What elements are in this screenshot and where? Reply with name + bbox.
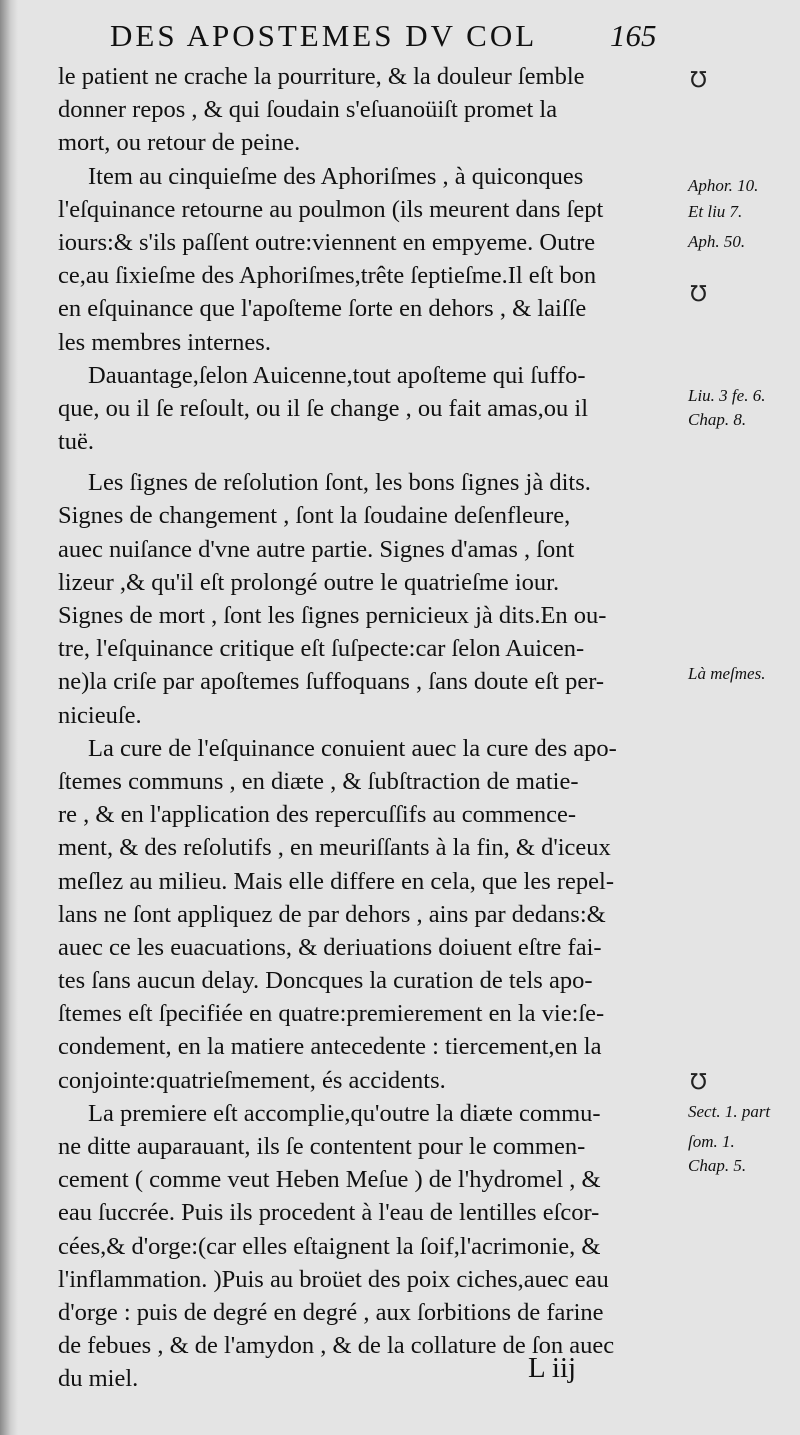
margin-note-liu: Et liu 7.	[688, 202, 743, 221]
text-line: les membres internes.	[58, 328, 271, 356]
signature-mark: L iij	[528, 1352, 577, 1384]
margin-note-chap-5: Chap. 5.	[688, 1156, 747, 1175]
page-header	[110, 18, 670, 60]
margin-note-aphor: Aphor. 10.	[688, 176, 759, 195]
text-line: cement ( comme veut Heben Meſue ) de l'hydromel , &	[58, 1166, 601, 1194]
text-line: ſtemes communs , en diæte , & ſubſtraction de matie-	[58, 767, 579, 795]
text-line: meſlez au milieu. Mais elle differe en cela, que les repel-	[58, 867, 614, 895]
margin-note-aph: Aph. 50.	[688, 232, 746, 251]
text-line: ſtemes eſt ſpecifiée en quatre:premierement en la vie:ſe-	[58, 1000, 605, 1028]
text-line: ce,au ſixieſme des Aphoriſmes,trête ſeptieſme.Il eſt bon	[58, 262, 597, 290]
text-line: l'eſquinance retourne au poulmon (ils meurent dans ſept	[58, 195, 604, 223]
text-line: Item au cinquieſme des Aphoriſmes , à quiconques	[88, 162, 584, 190]
margin-note-sect: Sect. 1. part	[688, 1102, 771, 1121]
text-line: le patient ne crache la pourriture, & la douleur ſemble	[58, 63, 585, 90]
text-line: lans ne ſont appliquez de par dehors , ains par dedans:&	[58, 900, 606, 928]
text-line: Les ſignes de reſolution ſont, les bons ſignes jà dits.	[88, 469, 591, 497]
margin-note-som: ſom. 1.	[688, 1132, 735, 1151]
text-line: tre, l'eſquinance critique eſt ſuſpecte:car ſelon Auicen-	[58, 635, 585, 663]
margin-note-chap-8: Chap. 8.	[688, 410, 747, 429]
margin-note-la-mesmes: Là meſmes.	[688, 664, 766, 683]
text-line: de febues , & de l'amydon , & de la collature de ſon auec	[58, 1332, 615, 1360]
page-number: 165	[610, 18, 657, 53]
text-line: eau ſuccrée. Puis ils procedent à l'eau de lentilles eſcor-	[58, 1199, 600, 1227]
text-line: auec ce les euacuations, & deriuations doiuent eſtre fai-	[58, 933, 602, 961]
binding-shadow	[0, 0, 18, 1435]
text-line: lizeur ,& qu'il eſt prolongé outre le quatrieſme iour.	[58, 568, 560, 596]
text-line: donner repos , & qui ſoudain s'eſuanoüiſt promet la	[58, 96, 558, 124]
text-line: conjointe:quatrieſmement, és accidents.	[58, 1066, 446, 1094]
text-line: ne)la criſe par apoſtemes ſuffoquans , ſans doute eſt per-	[58, 668, 605, 696]
margin-glyph-icon: ℧	[690, 68, 707, 93]
paragraph-gap	[58, 458, 682, 466]
text-line: ne ditte auparauant, ils ſe contentent pour le commen-	[58, 1133, 586, 1160]
text-line: tuë.	[58, 428, 95, 456]
text-line: La premiere eſt accomplie,qu'outre la diæte commu-	[88, 1099, 601, 1127]
running-title: DES APOSTEMES DV COL	[110, 18, 538, 53]
margin-glyph-icon: ℧	[690, 1070, 707, 1095]
text-line: La cure de l'eſquinance conuient auec la cure des apo-	[88, 734, 617, 762]
text-line: auec nuiſance d'vne autre partie. Signes d'amas , ſont	[58, 535, 575, 563]
margin-glyph-icon: ℧	[690, 282, 707, 307]
body-text	[58, 60, 682, 1396]
text-line: condement, en la matiere antecedente : tiercement,en la	[58, 1033, 602, 1061]
text-line: cées,& d'orge:(car elles eſtaignent la ſoif,l'acrimonie, &	[58, 1232, 601, 1260]
text-line: que, ou il ſe reſoult, ou il ſe change , ou fait amas,ou il	[58, 394, 589, 422]
text-line: re , & en l'application des repercuſſifs au commence-	[58, 801, 577, 829]
text-line: nicieuſe.	[58, 701, 142, 729]
text-line: Signes de changement , ſont la ſoudaine deſenfleure,	[58, 502, 571, 530]
text-line: ment, & des reſolutifs , en meuriſſants à la fin, & d'iceux	[58, 834, 611, 862]
text-line: l'inflammation. )Puis au broüet des poix ciches,auec eau	[58, 1265, 609, 1293]
text-line: du miel.	[58, 1365, 139, 1393]
text-line: mort, ou retour de peine.	[58, 129, 301, 157]
text-line: d'orge : puis de degré en degré , aux ſorbitions de farine	[58, 1298, 604, 1326]
margin-note-liu-3: Liu. 3 fe. 6.	[688, 386, 766, 405]
text-line: Signes de mort , ſont les ſignes pernicieux jà dits.En ou-	[58, 602, 607, 629]
text-line: tes ſans aucun delay. Doncques la curation de tels apo-	[58, 967, 593, 995]
text-line: Dauantage,ſelon Auicenne,tout apoſteme qui ſuffo-	[88, 361, 586, 389]
text-line: en eſquinance que l'apoſteme ſorte en dehors , & laiſſe	[58, 295, 587, 323]
text-line: iours:& s'ils paſſent outre:viennent en empyeme. Outre	[58, 228, 596, 256]
